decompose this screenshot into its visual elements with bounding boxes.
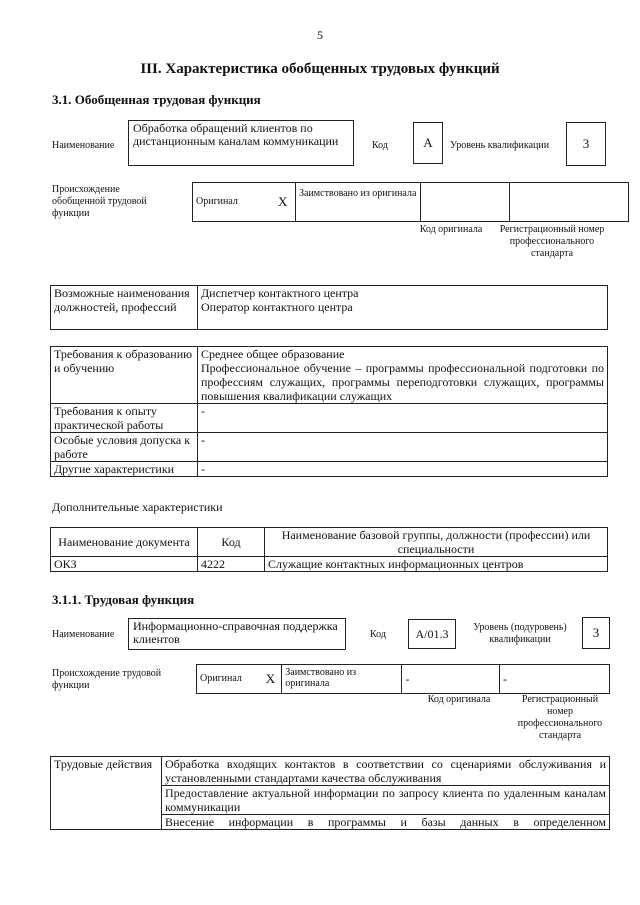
positions-values <box>198 286 608 330</box>
tf-code-original-cell: - <box>402 665 500 694</box>
gtf-origin-table <box>192 182 629 222</box>
tf-code-label: Код <box>370 629 386 640</box>
gtf-name-label: Наименование <box>52 140 115 151</box>
req-experience-label: Требования к опыту практической работы <box>51 404 198 433</box>
position-item: Диспетчер контактного центра <box>201 286 359 300</box>
req-education-line1: Среднее общее образование <box>201 347 345 361</box>
tf-reg-number-label: Регистрационный номер профессионального стандарта <box>517 694 603 741</box>
gtf-origin-label: Происхождение обобщенной трудовой функции <box>52 184 147 219</box>
positions-table <box>50 285 608 330</box>
additional-header-doc: Наименование документа <box>51 528 198 557</box>
req-other-value: - <box>198 462 608 477</box>
tf-origin-label: Происхождение трудовой функции <box>52 668 162 691</box>
tf-heading: 3.1.1. Трудовая функция <box>52 592 195 607</box>
page-number: 5 <box>317 28 323 42</box>
tf-level-label: Уровень (подуровень) квалификации <box>473 622 567 645</box>
req-education-label: Требования к образованию и обучению <box>51 347 198 404</box>
additional-header-name: Наименование базовой группы, должности (профессии) или специальности <box>265 528 608 557</box>
gtf-code-original-cell <box>421 183 510 222</box>
gtf-original-label: Оригинал <box>193 183 276 222</box>
req-other-label: Другие характеристики <box>51 462 198 477</box>
tf-level-value: 3 <box>592 625 600 640</box>
table-row <box>51 557 608 572</box>
req-education-value <box>198 347 608 404</box>
tf-origin-table <box>196 664 610 694</box>
additional-cell-code: 4222 <box>198 557 265 572</box>
req-conditions-label: Особые условия допуска к работе <box>51 433 198 462</box>
requirements-table <box>50 346 608 477</box>
gtf-level-value: 3 <box>582 136 590 151</box>
tf-original-label: Оригинал <box>197 665 263 694</box>
additional-header-code: Код <box>198 528 265 557</box>
gtf-level-box <box>566 122 606 166</box>
tf-reg-number-cell: - <box>500 665 610 694</box>
tf-name-value: Информационно-справочная поддержка клиентов <box>133 619 338 646</box>
tf-borrowed-label: Заимствовано из оригинала <box>282 665 402 694</box>
gtf-name-box <box>128 120 354 166</box>
actions-label: Трудовые действия <box>51 757 162 830</box>
req-conditions-value: - <box>198 433 608 462</box>
gtf-reg-number-label: Регистрационный номер профессионального стандарта <box>499 224 605 259</box>
req-education-line2: Профессиональное обучение – программы профессиональной подготовки по профессиям служащих, программы переподготовки служащих, программы повышения квалификации служащих <box>201 361 604 403</box>
gtf-code-box <box>413 122 443 164</box>
tf-code-original-label: Код оригинала <box>427 694 491 705</box>
tf-level-box <box>582 617 610 649</box>
additional-heading: Дополнительные характеристики <box>52 500 223 514</box>
gtf-level-label: Уровень квалификации <box>450 140 550 151</box>
position-item: Оператор контактного центра <box>201 300 353 314</box>
gtf-code-label: Код <box>372 140 388 151</box>
positions-label: Возможные наименования должностей, профессий <box>51 286 198 330</box>
section-title: III. Характеристика обобщенных трудовых функций <box>140 61 500 77</box>
tf-name-box <box>128 618 346 650</box>
tf-code-value: A/01.3 <box>415 627 449 641</box>
gtf-original-mark: X <box>275 183 296 222</box>
gtf-name-value: Обработка обращений клиентов по дистанционным каналам коммуникации <box>133 121 339 148</box>
additional-cell-name: Служащие контактных информационных центров <box>265 557 608 572</box>
additional-cell-doc: ОКЗ <box>51 557 198 572</box>
tf-name-label: Наименование <box>52 629 115 640</box>
gtf-heading: 3.1. Обобщенная трудовая функция <box>52 92 261 107</box>
gtf-reg-number-cell <box>510 183 629 222</box>
actions-item: Обработка входящих контактов в соответствии со сценариями обслуживания и установленными стандартами качества обслуживания <box>162 757 610 786</box>
gtf-code-value: A <box>423 135 433 150</box>
additional-table <box>50 527 608 572</box>
actions-item: Предоставление актуальной информации по запросу клиента по удаленным каналам коммуникации <box>162 786 610 815</box>
tf-original-mark: X <box>263 665 282 694</box>
actions-table <box>50 756 610 830</box>
gtf-code-original-label: Код оригинала <box>419 224 483 235</box>
tf-code-box <box>408 619 456 649</box>
req-experience-value: - <box>198 404 608 433</box>
gtf-borrowed-label: Заимствовано из оригинала <box>296 183 421 222</box>
actions-item: Внесение информации в программы и базы данных в определенном <box>162 815 610 830</box>
